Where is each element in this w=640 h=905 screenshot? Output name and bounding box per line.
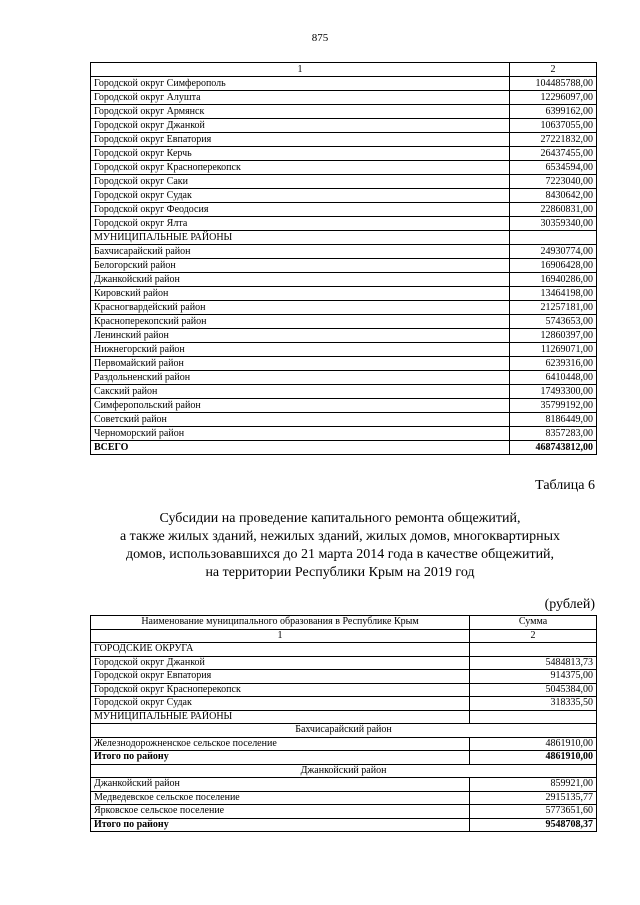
- table-row: [91, 287, 597, 301]
- row-value: 468743812,00: [510, 441, 597, 455]
- row-value: 30359340,00: [510, 217, 597, 231]
- table-row: [91, 371, 597, 385]
- table-header-row: [91, 63, 597, 77]
- row-name: Итого по району: [91, 751, 470, 765]
- row-value: 9548708,37: [470, 818, 597, 832]
- table-row: [91, 683, 597, 697]
- row-name: Сакский район: [91, 385, 510, 399]
- row-value: 35799192,00: [510, 399, 597, 413]
- row-name: Симферопольский район: [91, 399, 510, 413]
- table-row: [91, 273, 597, 287]
- row-name: Первомайский район: [91, 357, 510, 371]
- table-row: [91, 413, 597, 427]
- dormitory-subsidy-table: [90, 615, 597, 832]
- row-name: МУНИЦИПАЛЬНЫЕ РАЙОНЫ: [91, 231, 510, 245]
- row-name: МУНИЦИПАЛЬНЫЕ РАЙОНЫ: [91, 710, 470, 724]
- row-value: 12296097,00: [510, 91, 597, 105]
- column-index-1: 1: [91, 63, 510, 77]
- row-value: 8186449,00: [510, 413, 597, 427]
- table-row: [91, 778, 597, 792]
- row-value: 8430642,00: [510, 189, 597, 203]
- row-value: 2915135,77: [470, 791, 597, 805]
- row-name: ВСЕГО: [91, 441, 510, 455]
- row-value: 21257181,00: [510, 301, 597, 315]
- table-row: [91, 656, 597, 670]
- table-row: [91, 343, 597, 357]
- row-value: [510, 231, 597, 245]
- district-heading-row: [91, 724, 597, 738]
- row-name: Нижнегорский район: [91, 343, 510, 357]
- row-value: 5743653,00: [510, 315, 597, 329]
- row-name: Джанкойский район: [91, 273, 510, 287]
- total-row: [91, 441, 597, 455]
- table-row: [91, 385, 597, 399]
- row-name: Городской округ Судак: [91, 697, 470, 711]
- table-title-line: а также жилых зданий, нежилых зданий, жилых домов, многоквартирных: [119, 529, 561, 544]
- section-row: [91, 643, 597, 657]
- row-value: 7223040,00: [510, 175, 597, 189]
- row-value: 5484813,73: [470, 656, 597, 670]
- row-name: Городской округ Алушта: [91, 91, 510, 105]
- row-name: Городской округ Ялта: [91, 217, 510, 231]
- row-name: Городской округ Судак: [91, 189, 510, 203]
- column-header-name: Наименование муниципального образования в Республике Крым: [91, 616, 470, 630]
- page-number: 875: [311, 32, 329, 44]
- table-row: [91, 91, 597, 105]
- table-title: [70, 510, 610, 582]
- row-value: 6239316,00: [510, 357, 597, 371]
- column-index-1: 1: [91, 629, 470, 643]
- table-number-label: Таблица 6: [535, 478, 595, 493]
- table-row: [91, 357, 597, 371]
- table-row: [91, 175, 597, 189]
- table-title-line: домов, использовавшихся до 21 марта 2014 года в качестве общежитий,: [125, 547, 555, 562]
- table-row: [91, 259, 597, 273]
- row-name: Городской округ Красноперекопск: [91, 683, 470, 697]
- district-heading: Джанкойский район: [91, 764, 597, 778]
- table-row: [91, 231, 597, 245]
- row-name: Городской округ Феодосия: [91, 203, 510, 217]
- row-name: Советский район: [91, 413, 510, 427]
- table-row: [91, 105, 597, 119]
- table-row: [91, 161, 597, 175]
- table-row: [91, 301, 597, 315]
- row-name: Бахчисарайский район: [91, 245, 510, 259]
- table-row: [91, 427, 597, 441]
- row-value: 4861910,00: [470, 751, 597, 765]
- column-header-sum: Сумма: [470, 616, 597, 630]
- table-header-row: [91, 616, 597, 630]
- row-value: 22860831,00: [510, 203, 597, 217]
- row-value: 10637055,00: [510, 119, 597, 133]
- row-value: 13464198,00: [510, 287, 597, 301]
- table-row: [91, 670, 597, 684]
- table-row: [91, 791, 597, 805]
- row-name: Городской округ Евпатория: [91, 670, 470, 684]
- table-title-line: Субсидии на проведение капитального ремонта общежитий,: [159, 511, 521, 526]
- column-index-2: 2: [510, 63, 597, 77]
- row-name: Городской округ Джанкой: [91, 119, 510, 133]
- row-name: Итого по району: [91, 818, 470, 832]
- row-value: 6410448,00: [510, 371, 597, 385]
- row-value: 104485788,00: [510, 77, 597, 91]
- row-name: Городской округ Саки: [91, 175, 510, 189]
- row-value: 6399162,00: [510, 105, 597, 119]
- table-row: [91, 119, 597, 133]
- row-value: 26437455,00: [510, 147, 597, 161]
- table-row: [91, 315, 597, 329]
- row-value: 24930774,00: [510, 245, 597, 259]
- table-row: [91, 737, 597, 751]
- table-row: [91, 245, 597, 259]
- row-value: 859921,00: [470, 778, 597, 792]
- table-row: [91, 399, 597, 413]
- row-value: 5773651,60: [470, 805, 597, 819]
- row-value: 6534594,00: [510, 161, 597, 175]
- table-row: [91, 147, 597, 161]
- row-name: Городской округ Джанкой: [91, 656, 470, 670]
- row-value: 11269071,00: [510, 343, 597, 357]
- row-name: Городской округ Симферополь: [91, 77, 510, 91]
- row-name: Медведевское сельское поселение: [91, 791, 470, 805]
- table-row: [91, 805, 597, 819]
- row-value: 318335,50: [470, 697, 597, 711]
- row-name: Ленинский район: [91, 329, 510, 343]
- table-title-line: на территории Республики Крым на 2019 год: [205, 565, 475, 580]
- row-name: Раздольненский район: [91, 371, 510, 385]
- column-index-2: 2: [470, 629, 597, 643]
- table-row: [91, 77, 597, 91]
- row-name: Красноперекопский район: [91, 315, 510, 329]
- row-value: 5045384,00: [470, 683, 597, 697]
- row-name: Джанкойский район: [91, 778, 470, 792]
- row-name: Черноморский район: [91, 427, 510, 441]
- table-row: [91, 203, 597, 217]
- row-value: 12860397,00: [510, 329, 597, 343]
- district-total-row: [91, 818, 597, 832]
- district-heading: Бахчисарайский район: [91, 724, 597, 738]
- row-name: Белогорский район: [91, 259, 510, 273]
- section-row: [91, 710, 597, 724]
- row-value: [470, 710, 597, 724]
- table-row: [91, 133, 597, 147]
- row-name: Кировский район: [91, 287, 510, 301]
- row-name: Железнодорожненское сельское поселение: [91, 737, 470, 751]
- row-value: 8357283,00: [510, 427, 597, 441]
- row-name: Городской округ Керчь: [91, 147, 510, 161]
- row-name: Городской округ Евпатория: [91, 133, 510, 147]
- table-row: [91, 189, 597, 203]
- row-value: 17493300,00: [510, 385, 597, 399]
- row-name: ГОРОДСКИЕ ОКРУГА: [91, 643, 470, 657]
- row-value: 16940286,00: [510, 273, 597, 287]
- row-value: 914375,00: [470, 670, 597, 684]
- table-index-row: [91, 629, 597, 643]
- unit-label: (рублей): [544, 597, 595, 612]
- row-value: 4861910,00: [470, 737, 597, 751]
- table-row: [91, 217, 597, 231]
- row-name: Красногвардейский район: [91, 301, 510, 315]
- row-name: Ярковское сельское поселение: [91, 805, 470, 819]
- row-value: 27221832,00: [510, 133, 597, 147]
- district-total-row: [91, 751, 597, 765]
- row-value: [470, 643, 597, 657]
- row-value: 16906428,00: [510, 259, 597, 273]
- row-name: Городской округ Красноперекопск: [91, 161, 510, 175]
- row-name: Городской округ Армянск: [91, 105, 510, 119]
- table-row: [91, 697, 597, 711]
- district-heading-row: [91, 764, 597, 778]
- subsidy-table-continued: [90, 62, 597, 455]
- table-row: [91, 329, 597, 343]
